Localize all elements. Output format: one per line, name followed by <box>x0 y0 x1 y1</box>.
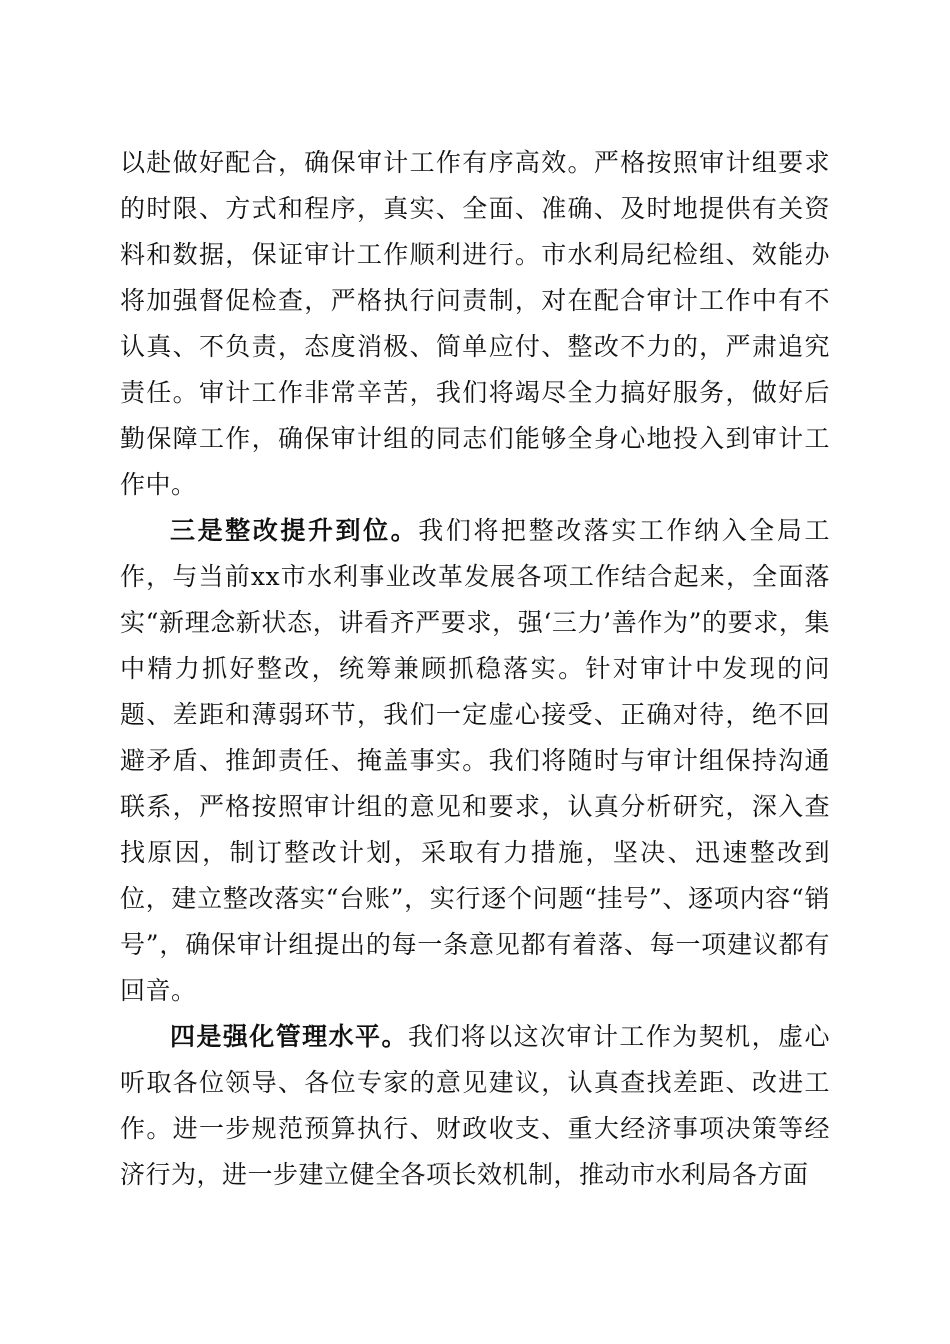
paragraph-continuation <box>120 140 830 508</box>
document-body <box>120 140 830 1198</box>
paragraph-rectification <box>120 508 830 1014</box>
paragraph-text: 我们将把整改落实工作纳入全局工作，与当前xx市水利事业改革发展各项工作结合起来，全面落实“新理念新状态，讲看齐严要求，强‘三力’善作为”的要求，集中精力抓好整改，统筹兼顾抓稳落实。针对审计中发现的问题、差距和薄弱环节，我们一定虚心接受、正确对待，绝不回避矛盾、推卸责任、掩盖事实。我们将随时与审计组保持沟通联系，严格按照审计组的意见和要求，认真分析研究，深入查找原因，制订整改计划，采取有力措施，坚决、迅速整改到位，建立整改落实“台账”，实行逐个问题“挂号”、逐项内容“销号”，确保审计组提出的每一条意见都有着落、每一项建议都有回音。 <box>120 516 830 1005</box>
paragraph-lead-heading: 四是强化管理水平。 <box>170 1022 408 1051</box>
paragraph-lead-heading: 三是整改提升到位。 <box>170 516 419 545</box>
paragraph-text: 我们将以这次审计工作为契机，虚心听取各位领导、各位专家的意见建议，认真查找差距、改进工作。进一步规范预算执行、财政收支、重大经济事项决策等经济行为，进一步建立健全各项长效机制，推动市水利局各方面 <box>120 1022 830 1189</box>
paragraph-management <box>120 1014 830 1198</box>
paragraph-text: 以赴做好配合，确保审计工作有序高效。严格按照审计组要求的时限、方式和程序，真实、全面、准确、及时地提供有关资料和数据，保证审计工作顺利进行。市水利局纪检组、效能办将加强督促检查，严格执行问责制，对在配合审计工作中有不认真、不负责，态度消极、简单应付、整改不力的，严肃追究责任。审计工作非常辛苦，我们将竭尽全力搞好服务，做好后勤保障工作，确保审计组的同志们能够全身心地投入到审计工作中。 <box>120 148 830 499</box>
